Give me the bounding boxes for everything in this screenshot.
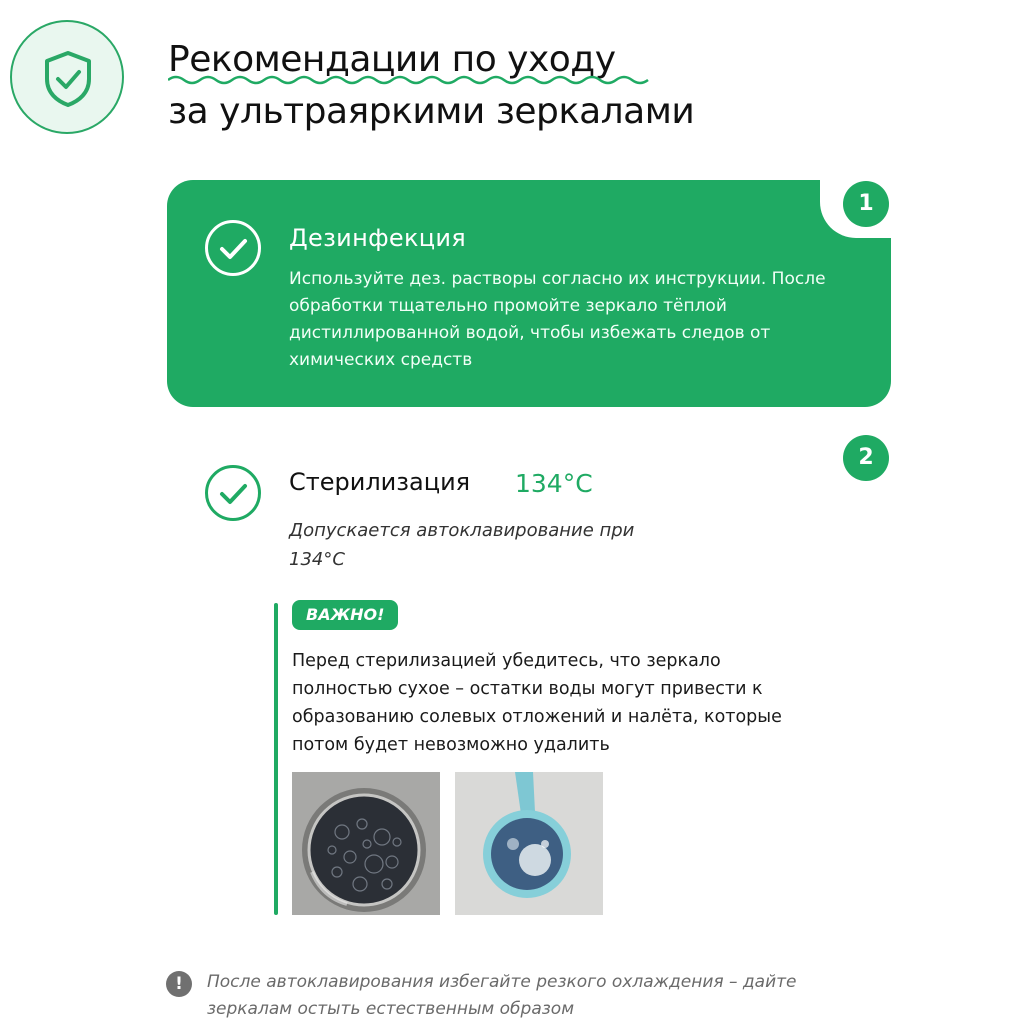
step-title: Стерилизация [289,468,471,496]
temperature-value: 134°C [515,469,593,498]
footer-note: После автоклавирования избегайте резкого охлаждения – дайте зеркалам остыть естественным образом [207,972,797,1019]
shield-check-icon [39,49,97,109]
page-title [168,34,694,138]
title-line-2: за ультраяркими зерκалами [168,91,695,132]
title-line-1: Рекомендации по уходу [168,39,616,80]
exclamation-icon: ! [166,971,192,997]
photo-sterilized-mirror [455,772,603,915]
important-badge: ВАЖНО! [292,600,398,630]
important-text: Перед стерилизацией убедитесь, что зеркало полностью сухое – остатки воды могут привести к образованию солевых отложений и налёта, которые потом будет невозможно удалить [292,651,782,755]
step-description: Используйте дез. растворы согласно их инструкции. После обработки тщательно промойте зеркало тёплой дистиллированной водой, чтобы избежать следов от химических средств [289,269,826,370]
step-disinfection-card [167,180,891,407]
shield-badge [10,20,124,134]
check-circle-icon [205,220,261,276]
step-number-2: 2 [843,435,889,481]
check-circle-icon [205,465,261,521]
step-note: Допускается автоклавирование при 134°C [289,520,635,570]
wavy-underline [168,74,660,86]
important-accent-bar [274,603,278,915]
step-number-1: 1 [843,181,889,227]
step-title: Дезинфекция [289,224,467,252]
photo-mirror-deposits [292,772,440,915]
